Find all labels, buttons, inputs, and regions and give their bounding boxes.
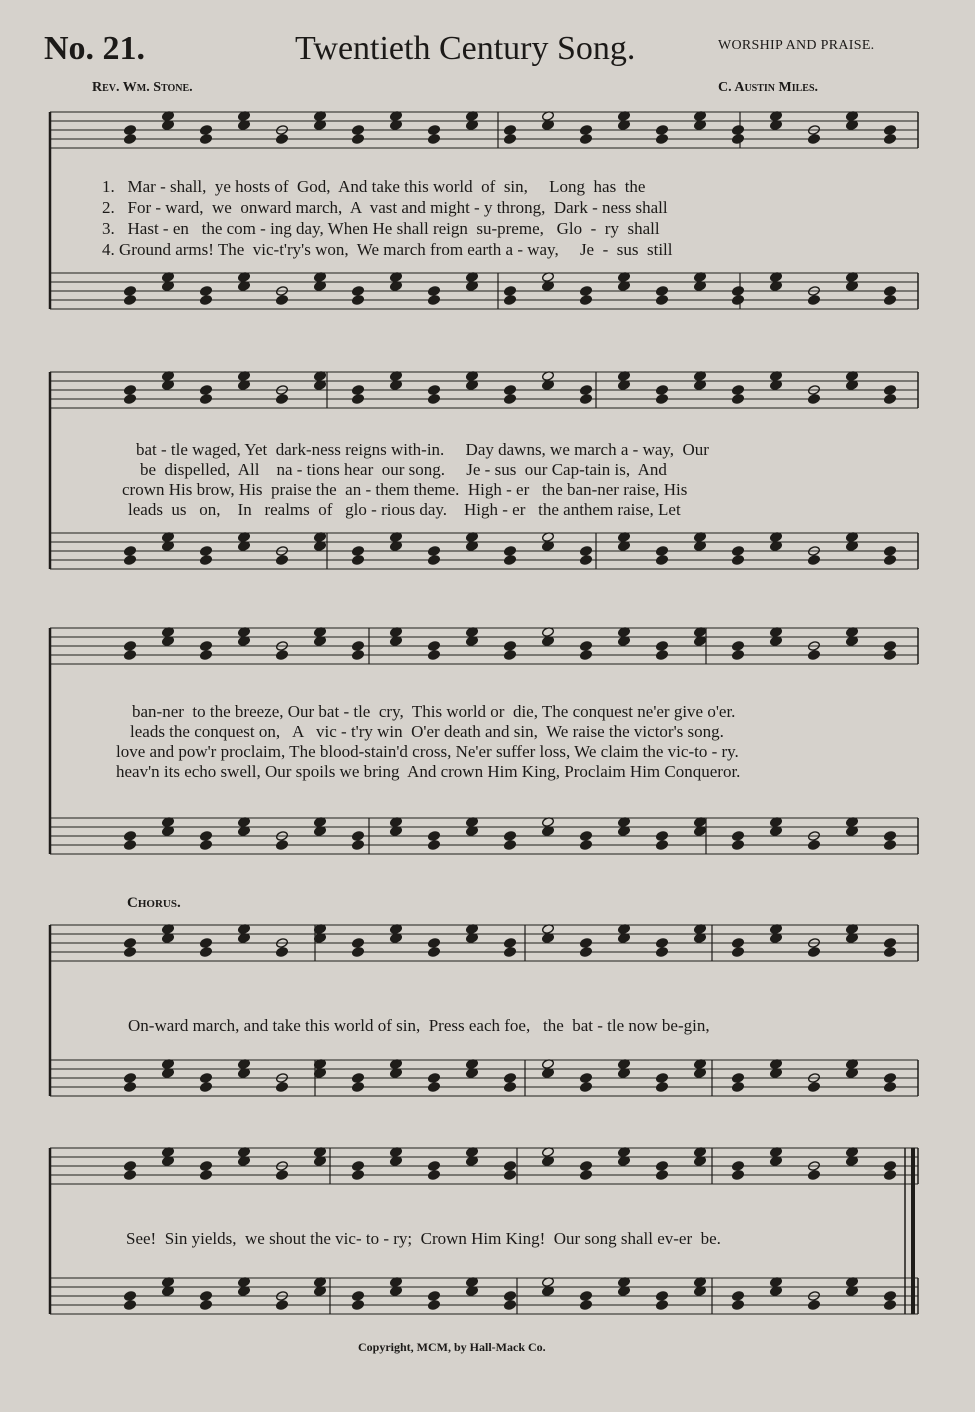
note-head: [352, 840, 365, 851]
note-head: [808, 1170, 821, 1181]
note-head: [124, 831, 137, 842]
verse-3-line-1: 3. Hast - en the com - ing day, When He shall reign su-preme, Glo - ry shall: [102, 219, 660, 238]
note-head: [732, 286, 745, 297]
note-head: [352, 641, 365, 652]
note-head: [884, 295, 897, 306]
chorus-label: Chorus.: [127, 895, 181, 911]
note-head: [200, 295, 213, 306]
note-head: [504, 831, 517, 842]
note-head: [656, 1073, 669, 1084]
note-head: [808, 1300, 821, 1311]
note-head: [504, 286, 517, 297]
note-head: [428, 546, 441, 557]
note-head: [656, 394, 669, 405]
note-head: [276, 295, 289, 306]
note-head: [656, 1300, 669, 1311]
note-head: [124, 840, 137, 851]
note-head: [124, 1082, 137, 1093]
note-head: [580, 1170, 593, 1181]
note-head: [276, 394, 289, 405]
note-head: [580, 385, 593, 396]
note-head: [200, 938, 213, 949]
note-head: [808, 1082, 821, 1093]
note-head: [732, 938, 745, 949]
note-head: [504, 1082, 517, 1093]
note-head: [884, 947, 897, 958]
note-head: [124, 546, 137, 557]
note-head: [124, 650, 137, 661]
note-head: [200, 650, 213, 661]
verse-4-line-2: leads us on, In realms of glo - rious day. High - er the anthem raise, Let: [128, 500, 681, 519]
copyright-notice: Copyright, MCM, by Hall-Mack Co.: [358, 1340, 546, 1354]
note-head: [732, 947, 745, 958]
section-heading: WORSHIP AND PRAISE.: [718, 38, 875, 53]
note-head: [580, 840, 593, 851]
note-head: [124, 295, 137, 306]
note-head: [200, 394, 213, 405]
note-head: [200, 546, 213, 557]
note-head: [352, 1073, 365, 1084]
note-head: [732, 394, 745, 405]
note-head: [580, 650, 593, 661]
note-head: [580, 286, 593, 297]
note-head: [732, 134, 745, 145]
note-head: [504, 125, 517, 136]
note-head: [124, 1073, 137, 1084]
note-head: [656, 938, 669, 949]
note-head: [276, 840, 289, 851]
note-head: [428, 1300, 441, 1311]
note-head: [428, 394, 441, 405]
note-head: [884, 1170, 897, 1181]
note-head: [124, 1300, 137, 1311]
note-head: [428, 125, 441, 136]
note-head: [276, 650, 289, 661]
verse-2-line-2: be dispelled, All na - tions hear our song. Je - sus our Cap-tain is, And: [140, 460, 667, 479]
note-head: [276, 555, 289, 566]
note-head: [428, 641, 441, 652]
verse-4-line-3: heav'n its echo swell, Our spoils we bring And crown Him King, Proclaim Him Conqueror.: [116, 762, 741, 781]
note-head: [200, 641, 213, 652]
note-head: [808, 650, 821, 661]
note-head: [656, 840, 669, 851]
verse-3-line-2: crown His brow, His praise the an - them theme. High - er the ban-ner raise, His: [122, 480, 688, 499]
note-head: [200, 134, 213, 145]
verse-1-line-1: 1. Mar - shall, ye hosts of God, And take this world of sin, Long has the: [102, 177, 646, 196]
note-head: [428, 385, 441, 396]
note-head: [352, 394, 365, 405]
note-head: [504, 641, 517, 652]
note-head: [656, 1082, 669, 1093]
note-head: [884, 1073, 897, 1084]
note-head: [808, 947, 821, 958]
hymn-title: Twentieth Century Song.: [295, 30, 636, 67]
note-head: [124, 394, 137, 405]
note-head: [884, 1300, 897, 1311]
note-head: [504, 1300, 517, 1311]
note-head: [504, 938, 517, 949]
note-head: [504, 947, 517, 958]
note-head: [200, 286, 213, 297]
note-head: [580, 1082, 593, 1093]
note-head: [124, 286, 137, 297]
note-head: [656, 1161, 669, 1172]
note-head: [732, 1082, 745, 1093]
note-head: [656, 641, 669, 652]
note-head: [428, 1082, 441, 1093]
note-head: [884, 555, 897, 566]
note-head: [504, 1291, 517, 1302]
note-head: [352, 286, 365, 297]
note-head: [124, 134, 137, 145]
note-head: [884, 134, 897, 145]
note-head: [504, 546, 517, 557]
note-head: [124, 641, 137, 652]
note-head: [352, 546, 365, 557]
note-head: [200, 840, 213, 851]
note-head: [504, 394, 517, 405]
note-head: [732, 1073, 745, 1084]
note-head: [504, 1073, 517, 1084]
note-head: [884, 840, 897, 851]
note-head: [580, 1073, 593, 1084]
note-head: [428, 134, 441, 145]
note-head: [200, 1161, 213, 1172]
note-head: [276, 1082, 289, 1093]
verse-1-line-3: ban-ner to the breeze, Our bat - tle cry, This world or die, The conquest ne'er give o'er.: [132, 702, 736, 721]
note-head: [124, 125, 137, 136]
note-head: [428, 295, 441, 306]
note-head: [200, 1291, 213, 1302]
note-head: [428, 286, 441, 297]
note-head: [352, 1161, 365, 1172]
note-head: [580, 134, 593, 145]
note-head: [580, 1291, 593, 1302]
note-head: [732, 555, 745, 566]
note-head: [276, 947, 289, 958]
note-head: [200, 1300, 213, 1311]
note-head: [124, 385, 137, 396]
note-head: [276, 134, 289, 145]
note-head: [580, 295, 593, 306]
note-head: [428, 831, 441, 842]
note-head: [656, 125, 669, 136]
note-head: [504, 555, 517, 566]
note-head: [504, 385, 517, 396]
note-head: [808, 555, 821, 566]
note-head: [428, 1291, 441, 1302]
note-head: [504, 650, 517, 661]
note-head: [656, 134, 669, 145]
note-head: [884, 286, 897, 297]
note-head: [884, 1082, 897, 1093]
note-head: [276, 1170, 289, 1181]
note-head: [580, 641, 593, 652]
note-head: [732, 641, 745, 652]
hymn-number: No. 21.: [44, 30, 146, 67]
note-head: [656, 295, 669, 306]
note-head: [352, 1170, 365, 1181]
note-head: [200, 831, 213, 842]
note-head: [352, 1291, 365, 1302]
note-head: [656, 385, 669, 396]
note-head: [580, 125, 593, 136]
note-head: [428, 555, 441, 566]
note-head: [124, 938, 137, 949]
note-head: [580, 546, 593, 557]
note-head: [352, 938, 365, 949]
note-head: [352, 385, 365, 396]
note-head: [200, 125, 213, 136]
note-head: [732, 1291, 745, 1302]
chorus-line-1: On-ward march, and take this world of sin, Press each foe, the bat - tle now be-gin,: [128, 1016, 710, 1035]
note-head: [656, 555, 669, 566]
note-head: [732, 546, 745, 557]
note-head: [732, 1161, 745, 1172]
note-head: [428, 1161, 441, 1172]
note-head: [200, 1073, 213, 1084]
composer-credit: C. Austin Miles.: [718, 80, 819, 95]
note-head: [884, 831, 897, 842]
note-head: [428, 938, 441, 949]
note-head: [504, 1161, 517, 1172]
note-head: [580, 938, 593, 949]
note-head: [124, 1170, 137, 1181]
note-head: [808, 394, 821, 405]
note-head: [504, 1170, 517, 1181]
note-head: [124, 555, 137, 566]
note-head: [428, 947, 441, 958]
note-head: [352, 947, 365, 958]
note-head: [656, 1291, 669, 1302]
note-head: [504, 840, 517, 851]
note-head: [428, 1073, 441, 1084]
note-head: [580, 1161, 593, 1172]
chorus-line-2: See! Sin yields, we shout the vic- to - ry; Crown Him King! Our song shall ev-er be.: [126, 1229, 721, 1248]
note-head: [808, 134, 821, 145]
note-head: [580, 394, 593, 405]
note-head: [732, 650, 745, 661]
verse-2-line-1: 2. For - ward, we onward march, A vast and might - y throng, Dark - ness shall: [102, 198, 668, 217]
note-head: [352, 831, 365, 842]
note-head: [200, 385, 213, 396]
note-head: [732, 831, 745, 842]
note-head: [732, 1300, 745, 1311]
note-head: [656, 1170, 669, 1181]
note-head: [656, 650, 669, 661]
note-head: [352, 650, 365, 661]
note-head: [580, 947, 593, 958]
note-head: [504, 295, 517, 306]
note-head: [124, 1161, 137, 1172]
lyricist-credit: Rev. Wm. Stone.: [92, 80, 193, 95]
note-head: [656, 831, 669, 842]
note-head: [732, 295, 745, 306]
note-head: [656, 546, 669, 557]
verse-1-line-2: bat - tle waged, Yet dark-ness reigns with-in. Day dawns, we march a - way, Our: [136, 440, 709, 459]
note-head: [656, 286, 669, 297]
note-head: [732, 840, 745, 851]
note-head: [504, 134, 517, 145]
note-head: [732, 1170, 745, 1181]
verse-3-line-3: love and pow'r proclaim, The blood-stain'd cross, Ne'er suffer loss, We claim the vic-to - ry.: [116, 742, 739, 761]
note-head: [428, 1170, 441, 1181]
note-head: [884, 641, 897, 652]
note-head: [884, 650, 897, 661]
note-head: [428, 840, 441, 851]
note-head: [200, 1082, 213, 1093]
note-head: [200, 947, 213, 958]
note-head: [808, 840, 821, 851]
note-head: [276, 1300, 289, 1311]
note-head: [428, 650, 441, 661]
note-head: [580, 1300, 593, 1311]
note-head: [352, 1082, 365, 1093]
note-head: [884, 125, 897, 136]
note-head: [200, 1170, 213, 1181]
note-head: [580, 555, 593, 566]
note-head: [352, 1300, 365, 1311]
note-head: [884, 394, 897, 405]
note-head: [808, 295, 821, 306]
note-head: [884, 546, 897, 557]
note-head: [732, 385, 745, 396]
note-head: [124, 1291, 137, 1302]
note-head: [352, 134, 365, 145]
note-head: [732, 125, 745, 136]
note-head: [352, 555, 365, 566]
verse-4-line-1: 4. Ground arms! The vic-t'ry's won, We march from earth a - way, Je - sus still: [102, 240, 673, 259]
note-head: [884, 938, 897, 949]
note-head: [884, 1291, 897, 1302]
note-head: [352, 125, 365, 136]
note-head: [656, 947, 669, 958]
note-head: [580, 831, 593, 842]
note-head: [884, 385, 897, 396]
note-head: [200, 555, 213, 566]
verse-2-line-3: leads the conquest on, A vic - t'ry win O'er death and sin, We raise the victor's song.: [130, 722, 724, 741]
note-head: [884, 1161, 897, 1172]
note-head: [352, 295, 365, 306]
note-head: [124, 947, 137, 958]
